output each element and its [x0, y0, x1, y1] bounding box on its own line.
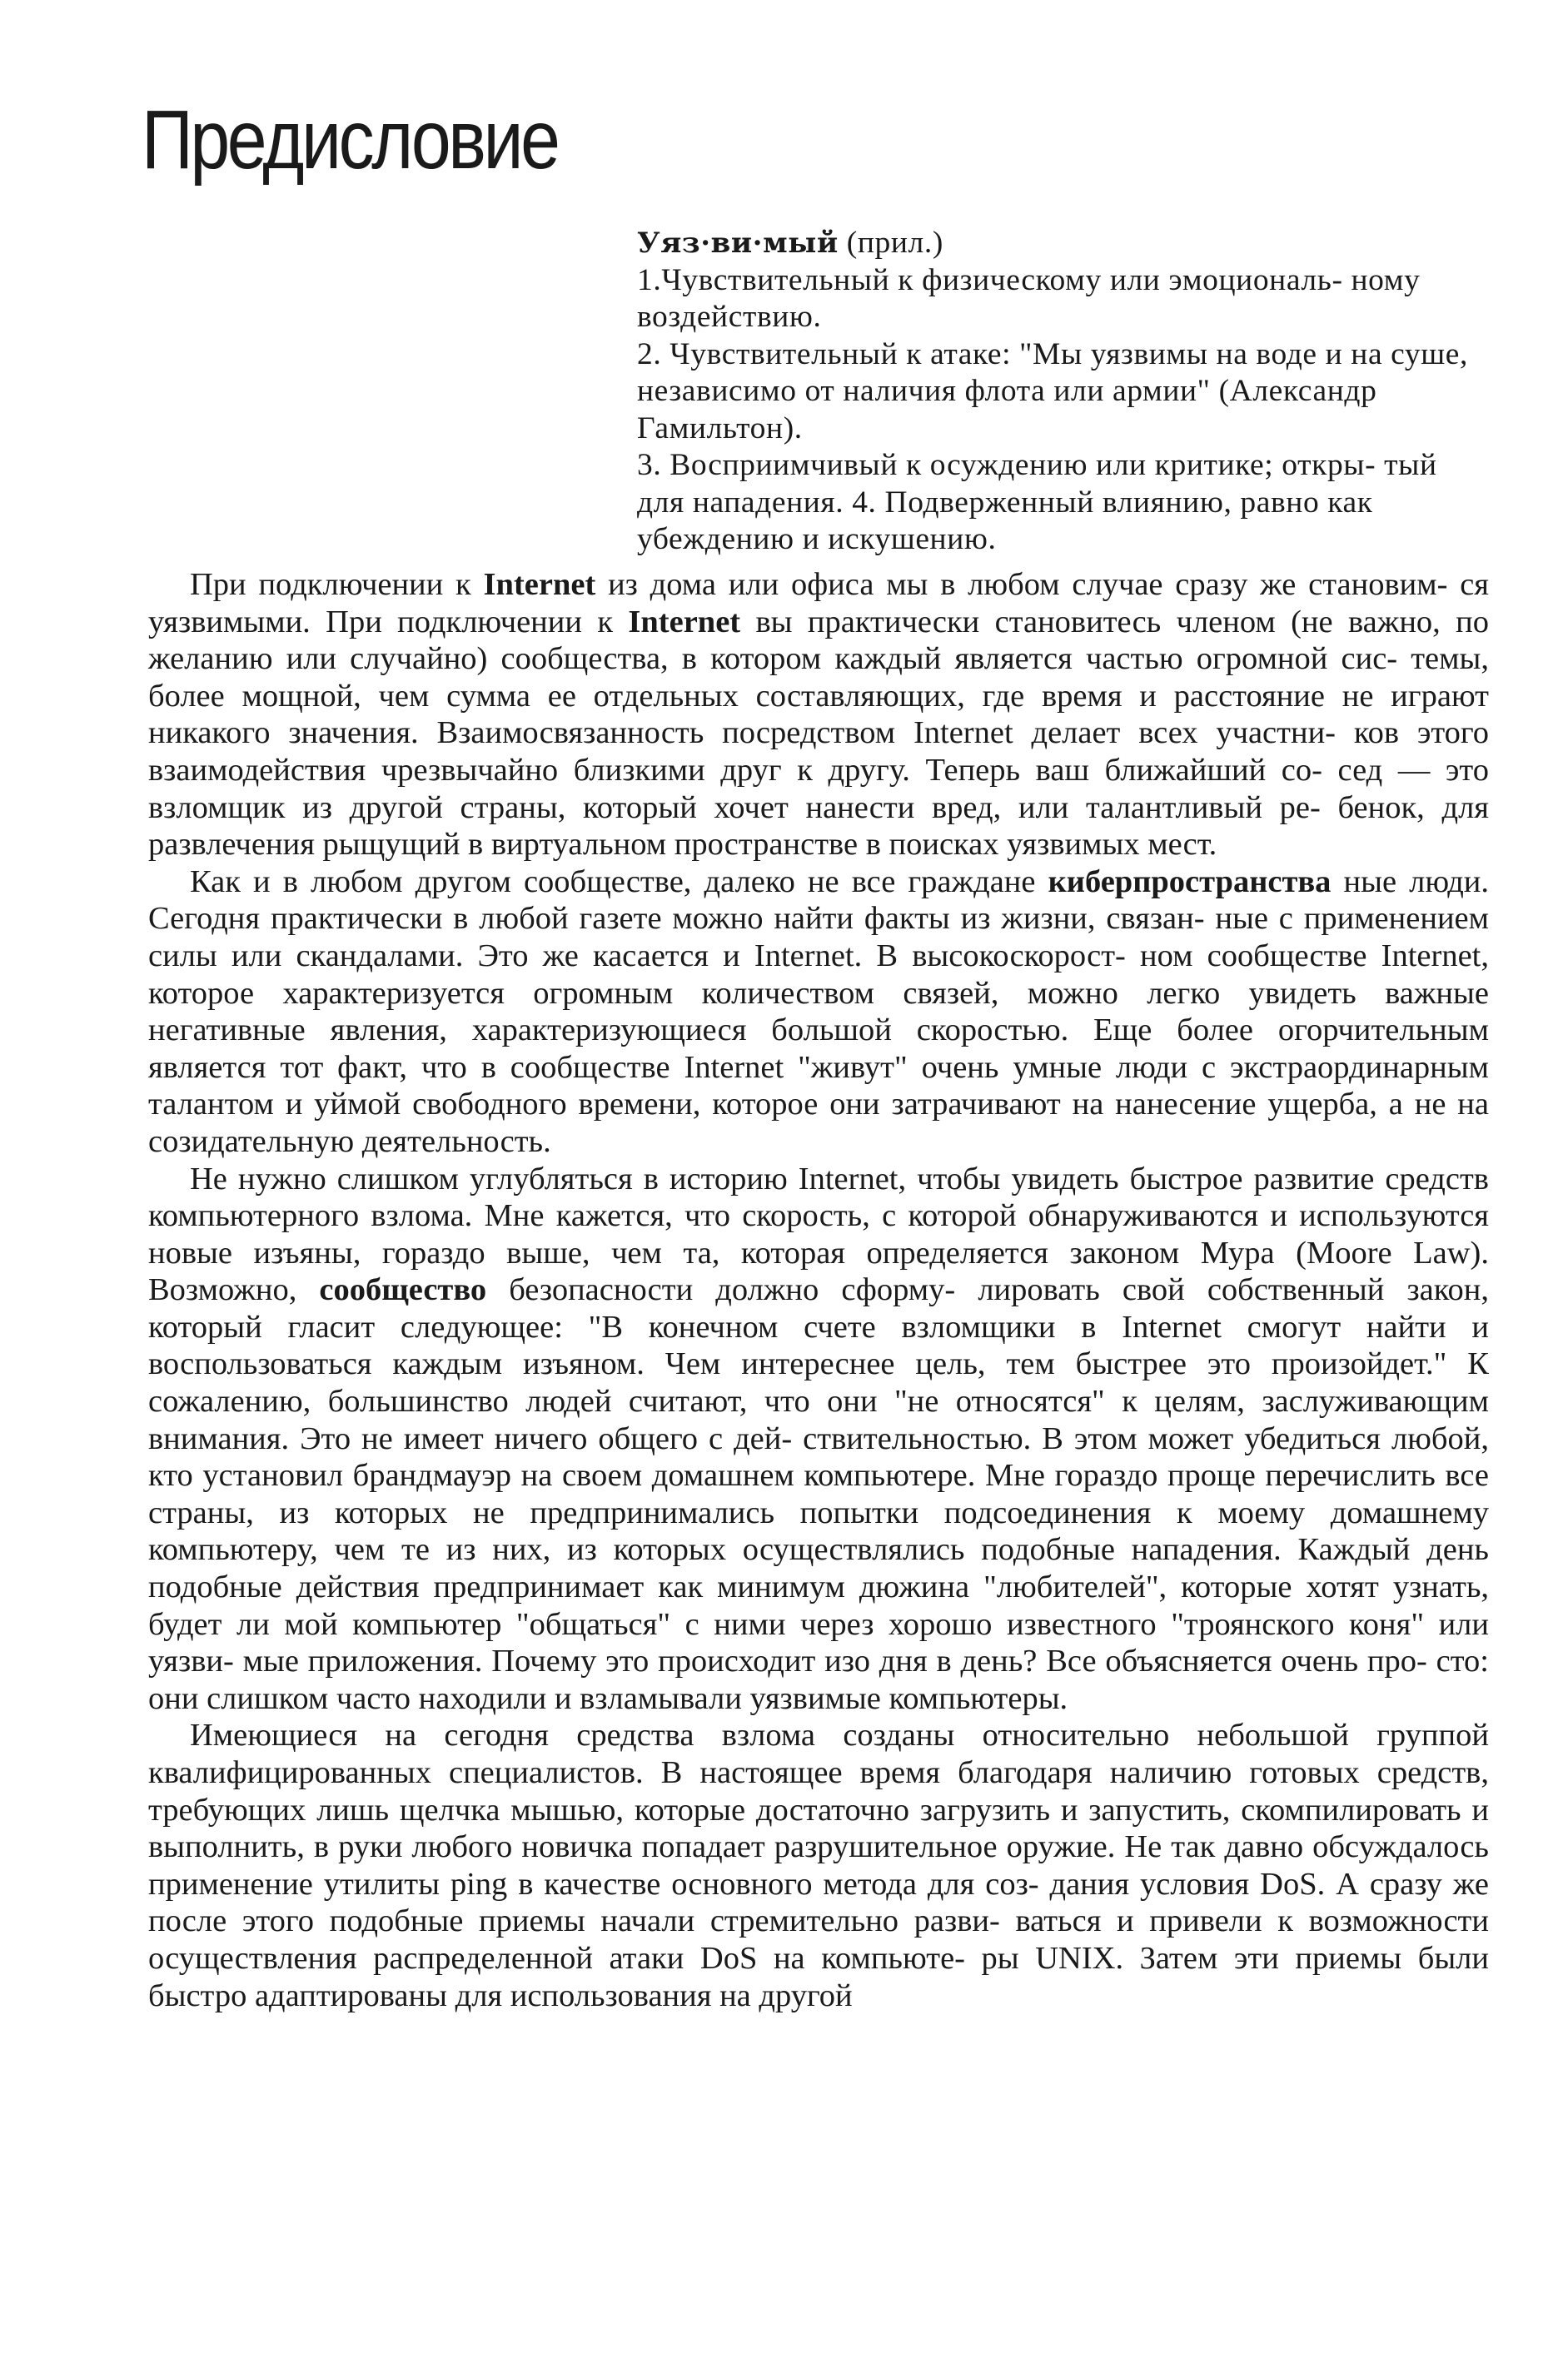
- paragraph-2-part-b: ные люди. Сегодня практически в любой газете можно найти факты из жизни, связан- ные с применением силы или скандалами. Это же касается и Internet. В высокоскорост- ном сообществе Internet, которое характеризуется огромным количеством связей, можно легко увидеть важные негативные явления, характеризующиеся большой скоростью. Еще более огорчительным является тот факт, что в сообществе Internet "живут" очень умные люди с экстраординарным талантом и уймой свободного времени, которое они затрачивают на нанесение ущерба, а не на созидательную деятельность.: [148, 863, 1490, 1159]
- chapter-title: Предисловие: [142, 93, 558, 187]
- paragraph-2-overlap-word: киберпространства: [1048, 863, 1332, 899]
- paragraph-1-part-c: вы практически становитесь членом (не важно, по желанию или случайно) сообщества, в котором каждый является частью огромной сис- темы, более мощной, чем сумма ее отдельных составляющих, где время и расстояние не играют никакого значения. Взаимосвязанность посредством Internet делает всех участни- ков этого взаимодействия чрезвычайно близкими друг к другу. Теперь ваш ближайший со- сед — это взломщик из другой страны, который хочет нанести вред, или талантливый ре- бенок, для развлечения рыщущий в виртуальном пространстве в поисках уязвимых мест.: [148, 604, 1490, 863]
- paragraph-2-part-a: Как и в любом другом сообществе, далеко не все граждане: [190, 863, 1036, 899]
- paragraph-3-part-b: безопасности должно сформу- лировать свой собственный закон, который гласит следующее: "В конечном счете взломщики в Internet смогут найти и воспользоваться каждым изъяном. Чем интереснее цель, тем быстрее это произойдет." К сожалению, большинство людей считают, что они "не относятся" к целям, заслуживающим внимания. Это не имеет ничего общего с дей- ствительностью. В этом может убедиться любой, кто установил брандмауэр на своем домашнем компьютере. Мне гораздо проще перечислить все страны, из которых не предпринимались попытки подсоединения к моему домашнему компьютеру, чем те из них, из которых осуществлялись подобные нападения. Каждый день подобные действия предпринимает как минимум дюжина "любителей", которые хотят узнать, будет ли мой компьютер "общаться" с ними через хорошо известного "троянского коня" или уязви- мые приложения. Почему это происходит изо дня в день? Все объясняется очень про- сто: они слишком часто находили и взламывали уязвимые компьютеры.: [148, 1272, 1489, 1716]
- paragraph-3-part-a: Не нужно слишком углубляться в историю Internet, чтобы увидеть быстрое развитие средств компьютерного взлома. Мне кажется, что скорость, с которой обнаруживаются и используются новые изъяны, гораздо выше, чем та, которая определяется законом Мура (Moore Law). Возможно,: [148, 1161, 1489, 1308]
- paragraph-2: [148, 863, 1489, 1161]
- paragraph-1-overlap-word-2: Internet: [628, 604, 741, 639]
- paragraph-1-part-a: При подключении к: [190, 567, 471, 602]
- body-text: [148, 566, 1489, 2014]
- paragraph-3-overlap-word: сообщество: [319, 1272, 487, 1308]
- paragraph-1-overlap-word-1: Internet: [483, 567, 596, 602]
- definition-headword: Уяз·ви·мый: [637, 226, 839, 260]
- definition-sense-2: 2. Чувствительный к атаке: "Мы уязвимы на воде и на суше, независимо от наличия флота или армии" (Александр Гамильтон).: [637, 336, 1468, 445]
- definition-sense-1: 1.Чувствительный к физическому или эмоциональ- ному воздействию.: [637, 262, 1421, 334]
- definition-part-of-speech: (прил.): [846, 226, 943, 260]
- paragraph-3: [148, 1161, 1489, 1718]
- dictionary-definition: [637, 225, 1491, 559]
- definition-sense-3-4: 3. Восприимчивый к осуждению или критике; откры- тый для нападения. 4. Подверженный влиянию, равно как убеждению и искушению.: [637, 448, 1437, 556]
- paragraph-4: Имеющиеся на сегодня средства взлома созданы относительно небольшой группой квалифицированных специалистов. В настоящее время благодаря наличию готовых средств, требующих лишь щелчка мышью, которые достаточно загрузить и запустить, скомпилировать и выполнить, в руки любого новичка попадает разрушительное оружие. Не так давно обсуждалось применение утилиты ping в качестве основного метода для соз- дания условия DoS. А сразу же после этого подобные приемы начали стремительно разви- ваться и привели к возможности осуществления распределенной атаки DoS на компьюте- ры UNIX. Затем эти приемы были быстро адаптированы для использования на другой: [148, 1718, 1489, 2013]
- paragraph-1: [148, 566, 1489, 863]
- paragraph-1-part-b: из дома или офиса мы в любом случае сразу же становим- ся уязвимыми. При подключении к: [148, 567, 1490, 639]
- definition-header: [637, 225, 1491, 262]
